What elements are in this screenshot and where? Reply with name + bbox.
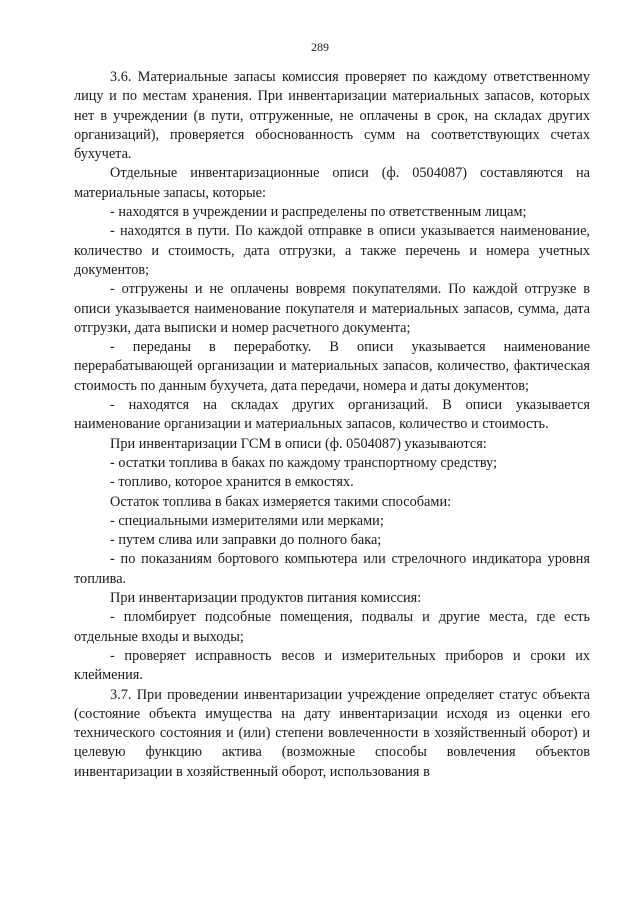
list-item-fuel-containers: - топливо, которое хранится в емкостях. xyxy=(110,474,354,491)
list-item-in-transit: - находятся в пути. По каждой отправке в описи указывается наименование, количество и стоимость, дата отгрузки, а также перечень и номера учетных документов; xyxy=(74,223,590,278)
paragraph-food-inventory: При инвентаризации продуктов питания комиссия: xyxy=(110,590,422,607)
list-item-fuel-tanks: - остатки топлива в баках по каждому транспортному средству; xyxy=(110,454,498,471)
list-item-checks-scales: - проверяет исправность весов и измерительных приборов и сроки их клеймения. xyxy=(74,647,590,684)
paragraph-inventory-lists: Отдельные инвентаризационные описи (ф. 0504087) составляются на материальные запасы, которые: xyxy=(74,165,590,201)
page-number: 289 xyxy=(311,40,329,54)
document-body xyxy=(74,68,590,782)
paragraph-fuel-inventory: При инвентаризации ГСМ в описи (ф. 0504087) указываются: xyxy=(110,435,487,452)
paragraph-3-7: 3.7. При проведении инвентаризации учреждение определяет статус объекта (состояние объекта имущества на дату инвентаризации исходя из оценки его технического состояния и (или) степени вовлеченности в хозяйственный оборот) и целевую функцию актива (возможные способы вовлечения объектов инвентаризации в хозяйственный оборот, использования в xyxy=(74,686,590,780)
list-item-shipped-unpaid: - отгружены и не оплачены вовремя покупателями. По каждой отгрузке в описи указывается наименование покупателя и материальных запасов, сумма, дата отгрузки, дата выписки и номер расчетного документа; xyxy=(74,281,590,336)
list-item-seals-rooms: - пломбирует подсобные помещения, подвалы и другие места, где есть отдельные входы и выходы; xyxy=(74,609,590,645)
list-item-processing: - переданы в переработку. В описи указывается наименование перерабатывающей организации и материальных запасов, количество, фактическая стоимость по данным бухучета, дата передачи, номера и даты документов; xyxy=(74,339,590,394)
paragraph-3-6: 3.6. Материальные запасы комиссия проверяет по каждому ответственному лицу и по местам хранения. При инвентаризации материальных запасов, которых нет в учреждении (в пути, отгруженные, не оплачены в срок, на складах других организаций), проверяется обоснованность сумм на соответствующих счетах бухучета. xyxy=(74,69,590,163)
list-item-meters: - специальными измерителями или мерками; xyxy=(110,512,384,529)
list-item-other-warehouses: - находятся на складах других организаций. В описи указывается наименование организации и материальных запасов, количество и стоимость. xyxy=(74,397,590,433)
list-item-in-institution: - находятся в учреждении и распределены по ответственным лицам; xyxy=(110,204,527,221)
list-item-onboard-computer: - по показаниям бортового компьютера или стрелочного индикатора уровня топлива. xyxy=(74,551,590,587)
paragraph-fuel-measurement: Остаток топлива в баках измеряется такими способами: xyxy=(110,493,452,510)
list-item-draining: - путем слива или заправки до полного бака; xyxy=(110,532,382,549)
